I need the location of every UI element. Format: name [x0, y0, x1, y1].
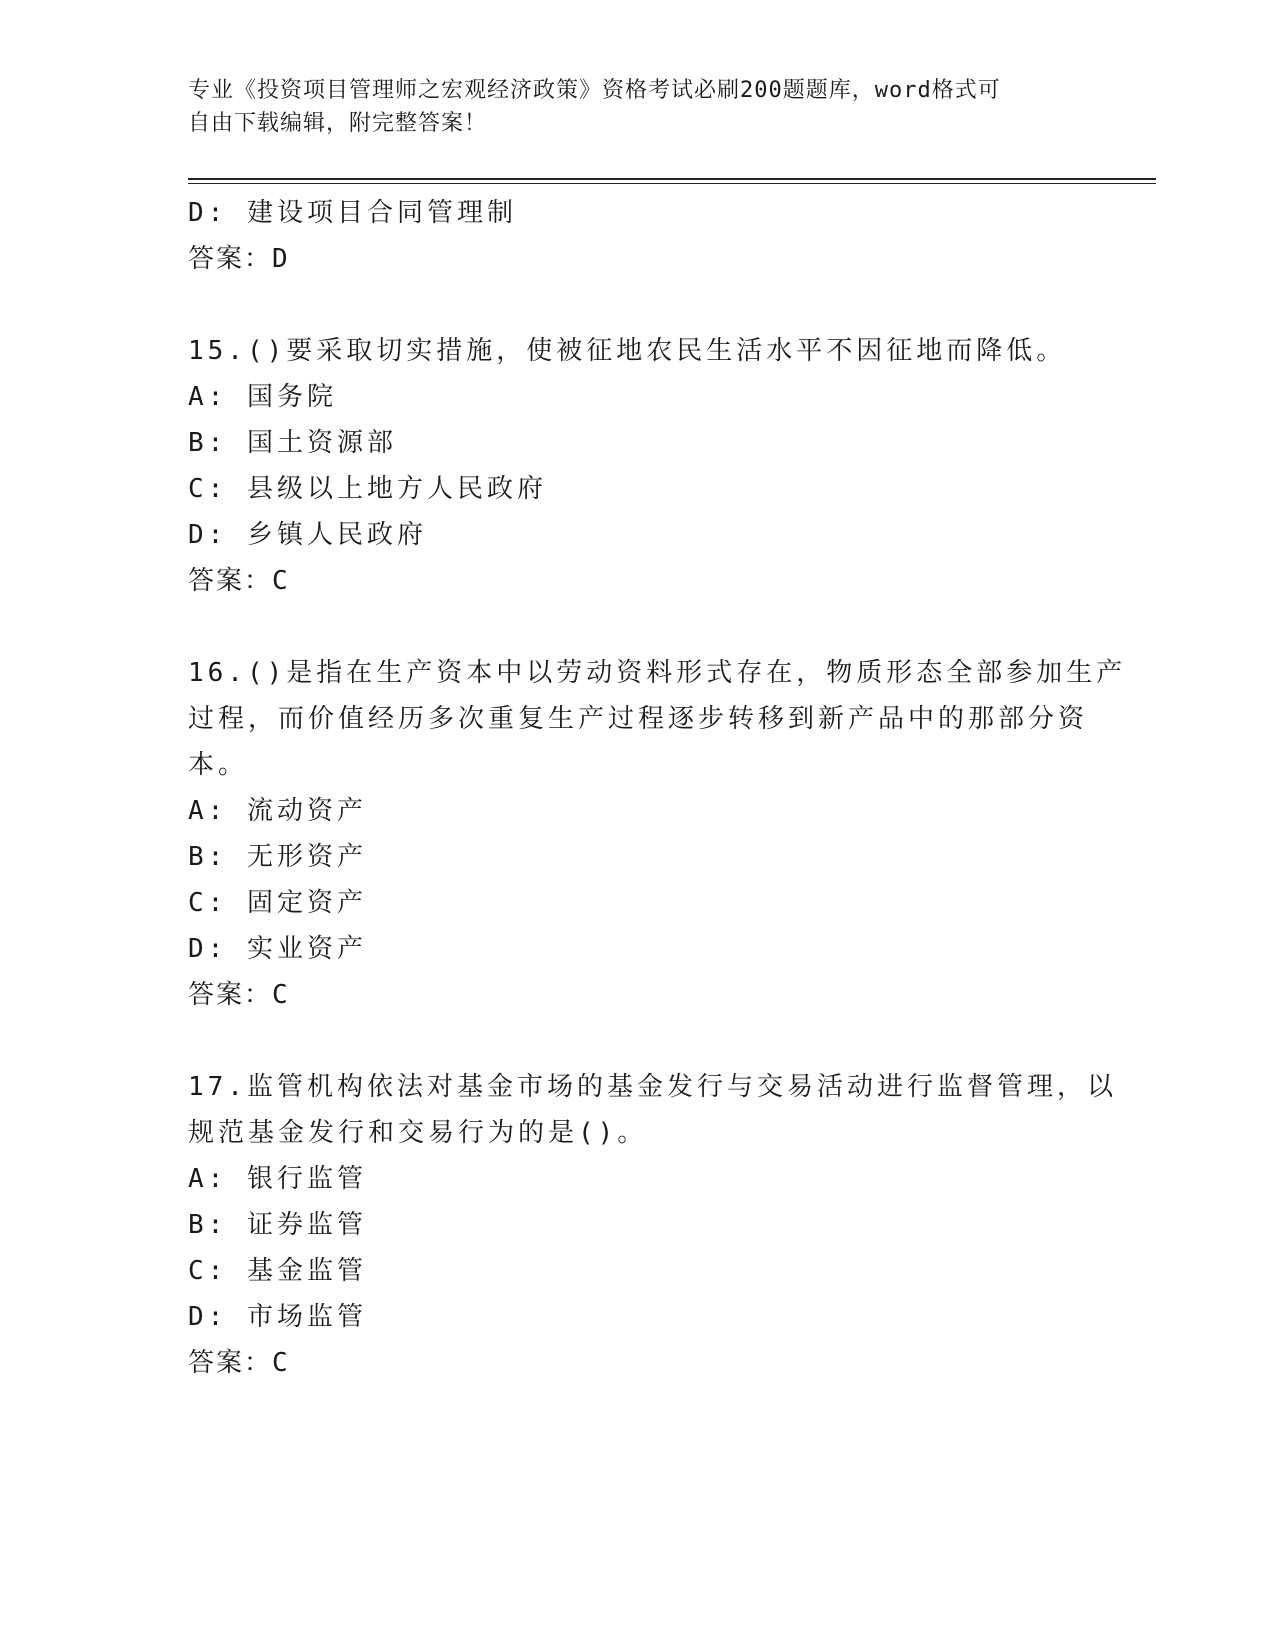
- answer-line: 答案：C: [188, 980, 290, 1010]
- spacer: [188, 1018, 1088, 1064]
- document-header: [188, 74, 1088, 140]
- question-content: [188, 190, 1127, 1386]
- option-a: A: 流动资产: [188, 796, 367, 826]
- option-d: D: 市场监管: [188, 1302, 367, 1332]
- question-17: [188, 1064, 1117, 1386]
- header-line-2: 自由下载编辑，附完整答案！: [188, 111, 488, 136]
- option-c: C: 基金监管: [188, 1256, 367, 1286]
- question-stem-line: 过程，而价值经历多次重复生产过程逐步转移到新产品中的那部分资: [188, 704, 1089, 734]
- header-line-1: 专业《投资项目管理师之宏观经济政策》资格考试必刷200题题库，word格式可: [188, 78, 1001, 103]
- option-c: C: 固定资产: [188, 888, 367, 918]
- question-stem-line: 15.()要采取切实措施，使被征地农民生活水平不因征地而降低。: [188, 336, 1067, 366]
- spacer: [188, 282, 1088, 328]
- spacer: [188, 604, 1088, 650]
- answer-line: 答案：D: [188, 244, 290, 274]
- answer-line: 答案：C: [188, 1348, 290, 1378]
- option-d: D: 实业资产: [188, 934, 367, 964]
- header-divider: [188, 178, 1156, 184]
- question-stem-line: 16.()是指在生产资本中以劳动资料形式存在，物质形态全部参加生产: [188, 658, 1127, 688]
- question-stem-line: 规范基金发行和交易行为的是()。: [188, 1118, 648, 1148]
- option-c: C: 县级以上地方人民政府: [188, 474, 547, 504]
- question-stem-line: 17.监管机构依法对基金市场的基金发行与交易活动进行监督管理，以: [188, 1072, 1117, 1102]
- option-b: B: 证券监管: [188, 1210, 367, 1240]
- question-15: [188, 328, 1088, 604]
- question-stem-line: 本。: [188, 750, 249, 780]
- question-16: [188, 650, 1127, 1018]
- option-d: D: 乡镇人民政府: [188, 520, 427, 550]
- option-a: A: 银行监管: [188, 1164, 367, 1194]
- option-b: B: 国土资源部: [188, 428, 397, 458]
- option-b: B: 无形资产: [188, 842, 367, 872]
- option-d: D: 建设项目合同管理制: [188, 198, 517, 228]
- previous-question-tail: [188, 190, 1088, 282]
- answer-line: 答案：C: [188, 566, 290, 596]
- option-a: A: 国务院: [188, 382, 337, 412]
